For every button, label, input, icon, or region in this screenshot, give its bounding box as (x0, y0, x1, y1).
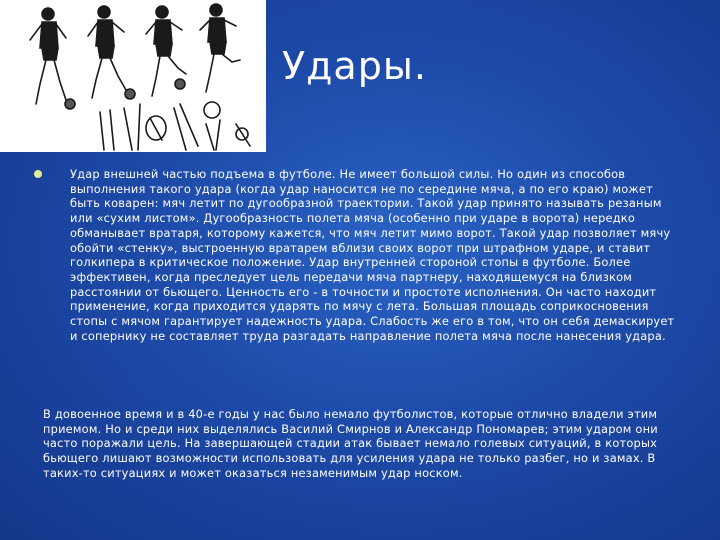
bullet-list-item (44, 167, 680, 343)
slide-title: Удары. (282, 44, 427, 88)
paragraph-text: В довоенное время и в 40-е годы у нас было немало футболистов, которые отлично владели этим приемом. Но и среди них выделялись Василий Смирнов и Александр Пономарев; этим ударом они часто поражали цель. На завершающей стадии атак бывает немало голевых ситуаций, в которых бьющего лишают возможности использовать для усиления удара не только разбег, но и замах. В таких-то ситуациях и может оказаться незаменимым удар носком. (43, 407, 658, 480)
body-paragraph (43, 407, 680, 481)
kick-sequence-drawing (0, 0, 266, 152)
bullet-icon (34, 170, 42, 178)
bullet-text: Удар внешней частью подъема в футболе. Не имеет большой силы. Но один из способов выполнения такого удара (когда удар наносится не по середине мяча, а по его краю) может быть коварен: мяч летит по дугообразной траектории. Такой удар принято называть резаным или «сухим листом». Дугообразность полета мяча (особенно при ударе в ворота) нередко обманывает вратаря, которому кажется, что мяч летит мимо ворот. Такой удар позволяет мячу обойти «стенку», выстроенную вратарем вблизи своих ворот при штрафном ударе, и ставит голкипера в критическое положение. Удар внутренней стороной стопы в футболе. Более эффективен, когда преследует цель передачи мяча партнеру, находящемуся на близком расстоянии от бьющего. Ценность его - в точности и простоте исполнения. Он часто находит применение, когда приходится ударять по мячу с лета. Большая площадь соприкосновения стопы с мячом гарантирует надежность удара. Слабость же его в том, что он себя демаскирует и сопернику не составляет труда разгадать направление полета мяча после нанесения удара. (70, 167, 675, 343)
football-kick-illustration (0, 0, 266, 152)
